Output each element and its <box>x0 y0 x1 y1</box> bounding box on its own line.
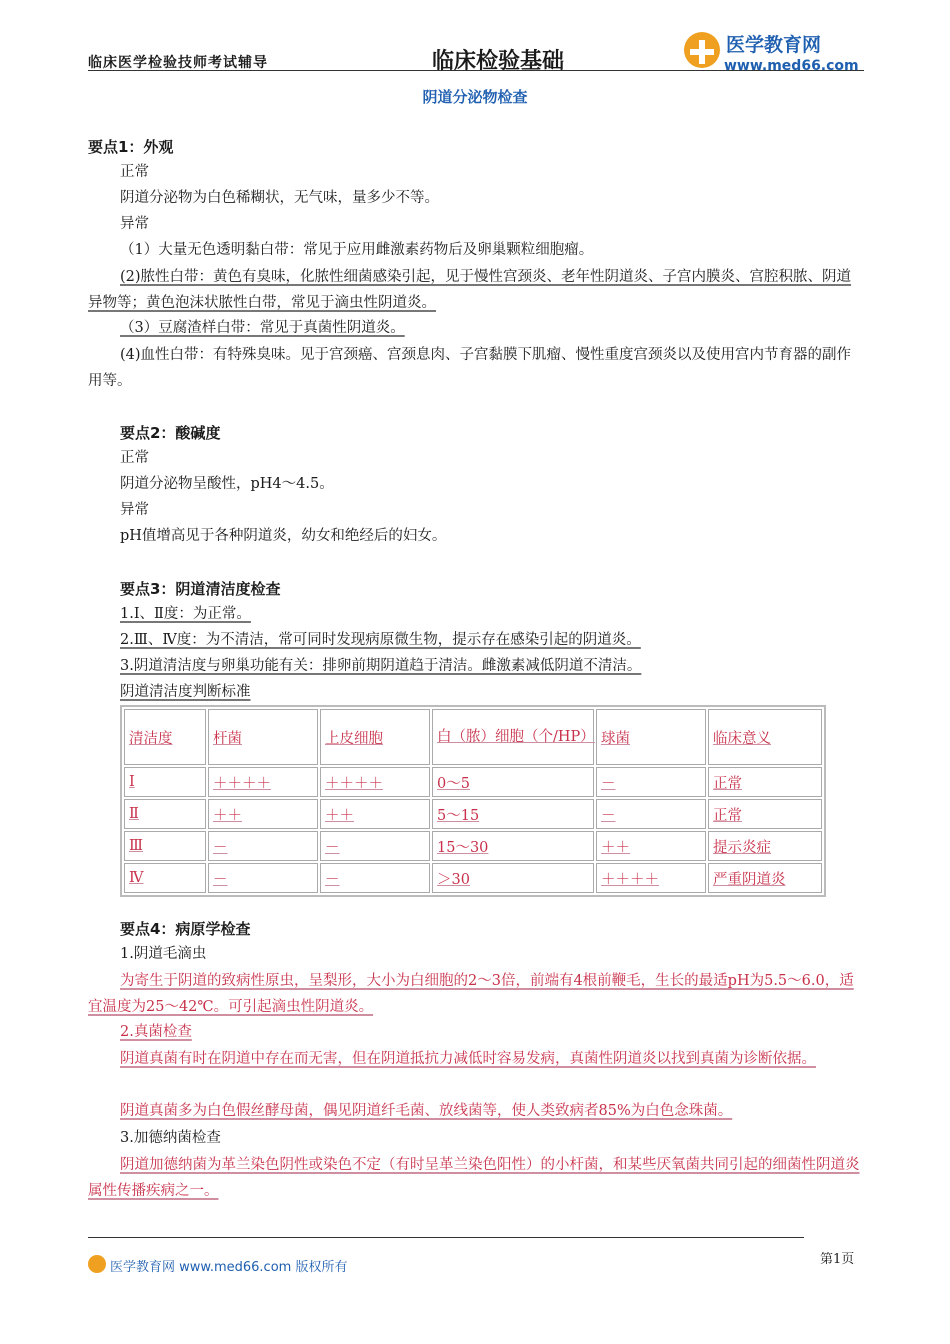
s4-sub3-title: 3.加德纳菌检查 <box>120 1130 221 1146</box>
footer-divider <box>88 1237 804 1238</box>
table-cell: ＋＋＋＋ <box>320 767 430 797</box>
table-header-row <box>124 709 822 765</box>
logo-cross-icon <box>684 32 720 68</box>
s4-sub3-text: 阴道加德纳菌为革兰染色阴性或染色不定（有时呈革兰染色阳性）的小杆菌，和某些厌氧菌共同引起的细菌性阴道炎属性传播疾病之一。 <box>88 1157 860 1199</box>
table-cell: － <box>208 863 318 893</box>
table-cell: － <box>596 767 706 797</box>
table-row <box>124 831 822 861</box>
table-header-cell: 清洁度 <box>124 709 206 765</box>
table-row <box>124 863 822 893</box>
table-cell: ＋＋ <box>596 831 706 861</box>
footer-logo-icon <box>88 1255 106 1273</box>
section2-heading: 要点2：酸碱度 <box>120 424 221 442</box>
s4-sub2-title: 2.真菌检查 <box>120 1024 192 1040</box>
s3-line2: 2.Ⅲ、Ⅳ度：为不清洁，常可同时发现病原微生物，提示存在感染引起的阴道炎。 <box>120 632 641 648</box>
s4-sub1-title: 1.阴道毛滴虫 <box>120 946 207 962</box>
table-cell: 正常 <box>708 767 822 797</box>
table-cell: 提示炎症 <box>708 831 822 861</box>
table-header-cell: 杆菌 <box>208 709 318 765</box>
header-title: 临床检验基础 <box>432 49 565 74</box>
doc-title: 阴道分泌物检查 <box>422 88 528 106</box>
page-number: 第1页 <box>820 1252 855 1267</box>
s2-normal-label: 正常 <box>120 450 149 466</box>
s3-line1: 1.Ⅰ、Ⅱ度：为正常。 <box>120 606 251 622</box>
logo-name: 医学教育网 <box>726 34 822 56</box>
table-cell: ＞30 <box>432 863 594 893</box>
footer-text[interactable]: 医学教育网 www.med66.com 版权所有 <box>110 1260 348 1275</box>
s1-item1: （1）大量无色透明黏白带：常见于应用雌激素药物后及卵巢颗粒细胞瘤。 <box>120 242 594 258</box>
table-cell: － <box>320 831 430 861</box>
table-cell: ＋＋＋＋ <box>596 863 706 893</box>
s3-line3: 3.阴道清洁度与卵巢功能有关：排卵前期阴道趋于清洁。雌激素减低阴道不清洁。 <box>120 658 642 674</box>
section4-heading: 要点4：病原学检查 <box>120 920 251 938</box>
section3-heading: 要点3：阴道清洁度检查 <box>120 580 281 598</box>
s1-abnormal-label: 异常 <box>120 216 149 232</box>
table-cell: － <box>596 799 706 829</box>
s1-item4: (4)血性白带：有特殊臭味。见于宫颈癌、宫颈息肉、子宫黏膜下肌瘤、慢性重度宫颈炎以及使用宫内节育器的副作用等。 <box>88 347 852 389</box>
s2-normal-text: 阴道分泌物呈酸性，pH4～4.5。 <box>120 476 334 492</box>
table-header-cell: 上皮细胞 <box>320 709 430 765</box>
table-cell: 0～5 <box>432 767 594 797</box>
s4-sub1-text: 为寄生于阴道的致病性原虫，呈梨形，大小为白细胞的2～3倍，前端有4根前鞭毛，生长的最适pH为5.5～6.0，适宜温度为25～42℃。可引起滴虫性阴道炎。 <box>88 973 854 1015</box>
s1-normal-text: 阴道分泌物为白色稀糊状，无气味，量多少不等。 <box>120 190 439 206</box>
table-cell: ＋＋ <box>208 799 318 829</box>
s1-item3: （3）豆腐渣样白带：常见于真菌性阴道炎。 <box>120 320 405 336</box>
s2-abnormal-label: 异常 <box>120 502 149 518</box>
logo-url: www.med66.com <box>724 58 859 74</box>
table-row <box>124 767 822 797</box>
table-cell: 正常 <box>708 799 822 829</box>
section1-heading: 要点1：外观 <box>88 138 174 156</box>
table-header-cell: 临床意义 <box>708 709 822 765</box>
s4-sub2-text1: 阴道真菌有时在阴道中存在而无害，但在阴道抵抗力减低时容易发病，真菌性阴道炎以找到真菌为诊断依据。 <box>120 1051 816 1067</box>
table-cell: 严重阴道炎 <box>708 863 822 893</box>
table-cell: － <box>208 831 318 861</box>
s1-normal-label: 正常 <box>120 164 149 180</box>
table-cell: Ⅱ <box>124 799 206 829</box>
table-cell: － <box>320 863 430 893</box>
s1-item2: (2)脓性白带：黄色有臭味，化脓性细菌感染引起，见于慢性宫颈炎、老年性阴道炎、子宫内膜炎、宫腔积脓、阴道异物等；黄色泡沫状脓性白带，常见于滴虫性阴道炎。 <box>88 269 852 311</box>
table-header-cell: 球菌 <box>596 709 706 765</box>
table-cell: 15～30 <box>432 831 594 861</box>
table-cell: ＋＋＋＋ <box>208 767 318 797</box>
table-cell: ＋＋ <box>320 799 430 829</box>
s4-sub2-text2: 阴道真菌多为白色假丝酵母菌，偶见阴道纤毛菌、放线菌等，使人类致病者85%为白色念珠菌。 <box>120 1103 733 1119</box>
s2-abnormal-text: pH值增高见于各种阴道炎，幼女和绝经后的妇女。 <box>120 528 447 544</box>
table-cell: Ⅰ <box>124 767 206 797</box>
table-cell: Ⅳ <box>124 863 206 893</box>
s3-table-title: 阴道清洁度判断标准 <box>120 684 251 700</box>
cleanliness-table <box>120 705 826 897</box>
header-divider <box>88 70 864 71</box>
table-cell: Ⅲ <box>124 831 206 861</box>
table-row <box>124 799 822 829</box>
header-left-text: 临床医学检验技师考试辅导 <box>88 55 268 71</box>
table-cell: 5～15 <box>432 799 594 829</box>
table-header-cell: 白（脓）细胞（个/HP） <box>432 709 594 765</box>
